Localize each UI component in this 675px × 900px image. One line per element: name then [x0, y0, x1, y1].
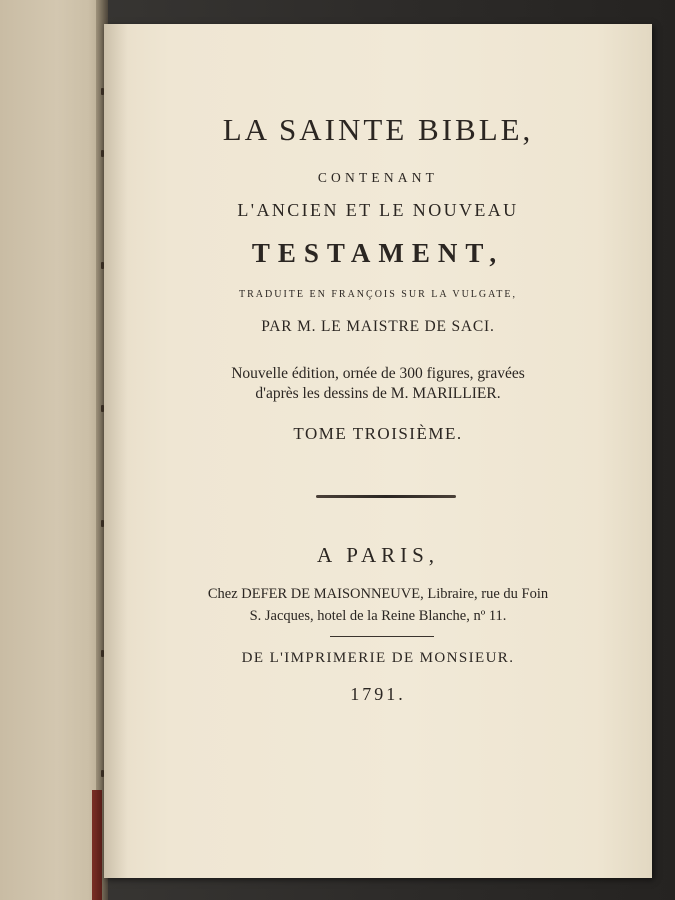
- left-blank-page: [0, 0, 104, 900]
- subtitle-contenant: CONTENANT: [317, 170, 439, 185]
- edition-note: [104, 364, 652, 404]
- ornamental-rule: [316, 495, 456, 498]
- subtitle-ancien-nouveau: L'ANCIEN ET LE NOUVEAU: [237, 200, 519, 220]
- publisher-line-1: Chez DEFER DE MAISONNEUVE, Libraire, rue du Foin: [207, 586, 549, 602]
- subtitle-testament: TESTAMENT,: [251, 238, 505, 268]
- edition-note-line-1: Nouvelle édition, ornée de 300 figures, gravées: [231, 365, 525, 382]
- red-binding-edge: [92, 790, 102, 900]
- publication-year: 1791.: [350, 684, 406, 704]
- volume-label: TOME TROISIÈME.: [293, 424, 463, 443]
- book-title: LA SAINTE BIBLE,: [222, 112, 534, 147]
- place-of-publication: A PARIS,: [316, 543, 440, 567]
- edition-note-line-2: d'après les dessins de M. MARILLIER.: [255, 385, 501, 402]
- publisher-line-2: S. Jacques, hotel de la Reine Blanche, nº 11.: [249, 608, 507, 624]
- translation-note: TRADUITE EN FRANÇOIS SUR LA VULGATE,: [239, 289, 517, 300]
- printer-line: DE L'IMPRIMERIE DE MONSIEUR.: [241, 650, 515, 666]
- publisher-block: [104, 583, 652, 627]
- translator-line: PAR M. LE MAISTRE DE SACI.: [261, 318, 495, 335]
- page-inner-shadow: [104, 24, 128, 878]
- title-page: [104, 24, 652, 878]
- thin-rule: [330, 636, 434, 637]
